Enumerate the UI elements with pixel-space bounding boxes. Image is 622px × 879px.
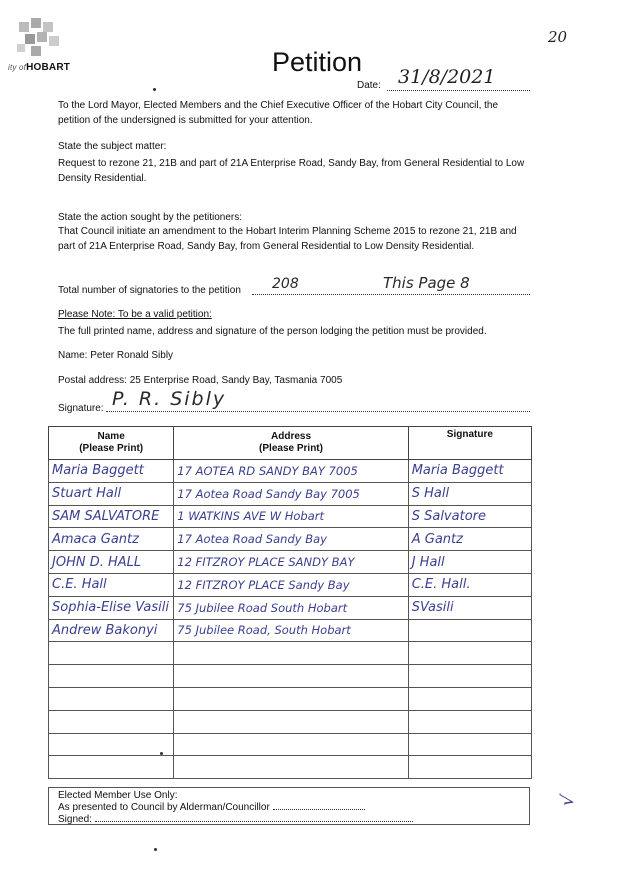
office-use-box [48, 787, 530, 825]
signer-address: 75 Jubilee Road South Hobart [174, 596, 408, 619]
signer-name [49, 733, 174, 756]
header-name-title: Name [97, 431, 125, 442]
action-text: That Council initiate an amendment to the Hobart Interim Planning Scheme 2015 to rezone 21, 21B and part of 21A Enterprise Road, Sandy Bay, from General Residential to Low Density Residential. [58, 226, 517, 252]
signer-address [174, 710, 408, 733]
logo-name: HOBART [26, 62, 71, 73]
header-address-title: Address [271, 431, 312, 442]
presented-by-line [273, 809, 365, 810]
header-address [174, 427, 408, 460]
table-row [49, 710, 532, 733]
signer-signature [408, 733, 531, 756]
signer-name: Maria Baggett [49, 460, 174, 483]
office-use-title: Elected Member Use Only: [58, 790, 178, 801]
date-field-line [387, 90, 530, 91]
signer-name [49, 687, 174, 710]
signer-address: 1 WATKINS AVE W Hobart [174, 505, 408, 528]
signer-signature [408, 619, 531, 642]
signer-signature [408, 687, 531, 710]
valid-petition-note-label: Please Note: To be a valid petition: [58, 309, 212, 320]
signer-signature [408, 710, 531, 733]
table-row [49, 596, 532, 619]
date-value: 31/8/2021 [398, 66, 496, 88]
signer-address: 12 FITZROY PLACE SANDY BAY [174, 551, 408, 574]
signer-name: SAM SALVATORE [49, 505, 174, 528]
signer-signature: Maria Baggett [408, 460, 531, 483]
signer-name: JOHN D. HALL [49, 551, 174, 574]
signer-signature [408, 756, 531, 779]
table-row [49, 619, 532, 642]
signer-signature: SVasili [408, 596, 531, 619]
table-row [49, 665, 532, 688]
signer-name [49, 665, 174, 688]
signer-name [49, 642, 174, 665]
signatories-label: Total number of signatories to the petition [58, 285, 241, 296]
addressee-text: To the Lord Mayor, Elected Members and the Chief Executive Officer of the Hobart City Council, the petition of the undersigned is submitted for your attention. [58, 100, 499, 126]
signer-address: 17 Aotea Road Sandy Bay [174, 528, 408, 551]
scan-speck [154, 848, 157, 851]
lodger-address: 25 Enterprise Road, Sandy Bay, Tasmania 7005 [129, 375, 343, 386]
header-signature-title: Signature [446, 429, 493, 440]
header-name-subtitle: (Please Print) [79, 443, 144, 454]
valid-petition-note-text: The full printed name, address and signature of the person lodging the petition must be provided. [58, 326, 487, 337]
signer-signature: S Hall [408, 482, 531, 505]
signer-address: 12 FITZROY PLACE Sandy Bay [174, 573, 408, 596]
signer-signature: C.E. Hall. [408, 573, 531, 596]
subject-text: Request to rezone 21, 21B and part of 21A Enterprise Road, Sandy Bay, from General Residential to Low Density Residential. [58, 158, 525, 184]
signer-signature [408, 665, 531, 688]
signer-address [174, 756, 408, 779]
signatories-this-page: This Page 8 [383, 274, 470, 292]
table-row [49, 642, 532, 665]
header-signature [408, 427, 531, 460]
action-label: State the action sought by the petitioners: [58, 212, 243, 223]
lodger-name-label: Name: [58, 350, 88, 361]
signatories-field-line [252, 294, 530, 295]
header-address-subtitle: (Please Print) [259, 443, 323, 454]
table-row [49, 460, 532, 483]
table-row [49, 482, 532, 505]
table-row [49, 551, 532, 574]
lodger-name: Peter Ronald Sibly [90, 350, 174, 361]
signer-signature: A Gantz [408, 528, 531, 551]
signatories-total: 208 [272, 276, 299, 292]
signer-address [174, 687, 408, 710]
table-row [49, 528, 532, 551]
signer-signature: J Hall [408, 551, 531, 574]
signer-name: C.E. Hall [49, 573, 174, 596]
date-label: Date: [357, 80, 381, 91]
scan-speck [153, 88, 156, 91]
header-name [49, 427, 174, 460]
signer-address [174, 665, 408, 688]
table-row [49, 687, 532, 710]
margin-scribble: √ [556, 793, 580, 808]
presented-by-label: As presented to Council by Alderman/Councillor [58, 802, 270, 813]
signer-signature: S Salvatore [408, 505, 531, 528]
signer-address [174, 642, 408, 665]
signer-name [49, 710, 174, 733]
signed-label: Signed: [58, 814, 92, 825]
signer-name: Amaca Gantz [49, 528, 174, 551]
signer-address: 17 AOTEA RD SANDY BAY 7005 [174, 460, 408, 483]
signer-name: Stuart Hall [49, 482, 174, 505]
signed-line [95, 821, 413, 822]
lodger-address-label: Postal address: [58, 375, 127, 386]
page-number: 20 [548, 28, 568, 46]
signer-address: 17 Aotea Road Sandy Bay 7005 [174, 482, 408, 505]
signer-name [49, 756, 174, 779]
signer-name: Andrew Bakonyi [49, 619, 174, 642]
city-logo-text [8, 62, 70, 73]
table-header-row [49, 427, 532, 460]
signer-signature [408, 642, 531, 665]
table-row [49, 756, 532, 779]
logo-prefix: ity of [8, 63, 27, 72]
lodger-signature: P. R. Sibly [112, 388, 227, 410]
signer-address [174, 733, 408, 756]
table-row [49, 573, 532, 596]
city-crest-logo [15, 16, 65, 58]
signer-name: Sophia-Elise Vasili [49, 596, 174, 619]
lodger-signature-line [106, 411, 530, 412]
subject-label: State the subject matter: [58, 141, 167, 152]
signatures-table [48, 426, 532, 779]
lodger-signature-label: Signature: [58, 403, 104, 414]
page-title: Petition [272, 47, 363, 77]
table-row [49, 733, 532, 756]
signer-address: 75 Jubilee Road, South Hobart [174, 619, 408, 642]
table-row [49, 505, 532, 528]
scan-speck [160, 752, 163, 755]
